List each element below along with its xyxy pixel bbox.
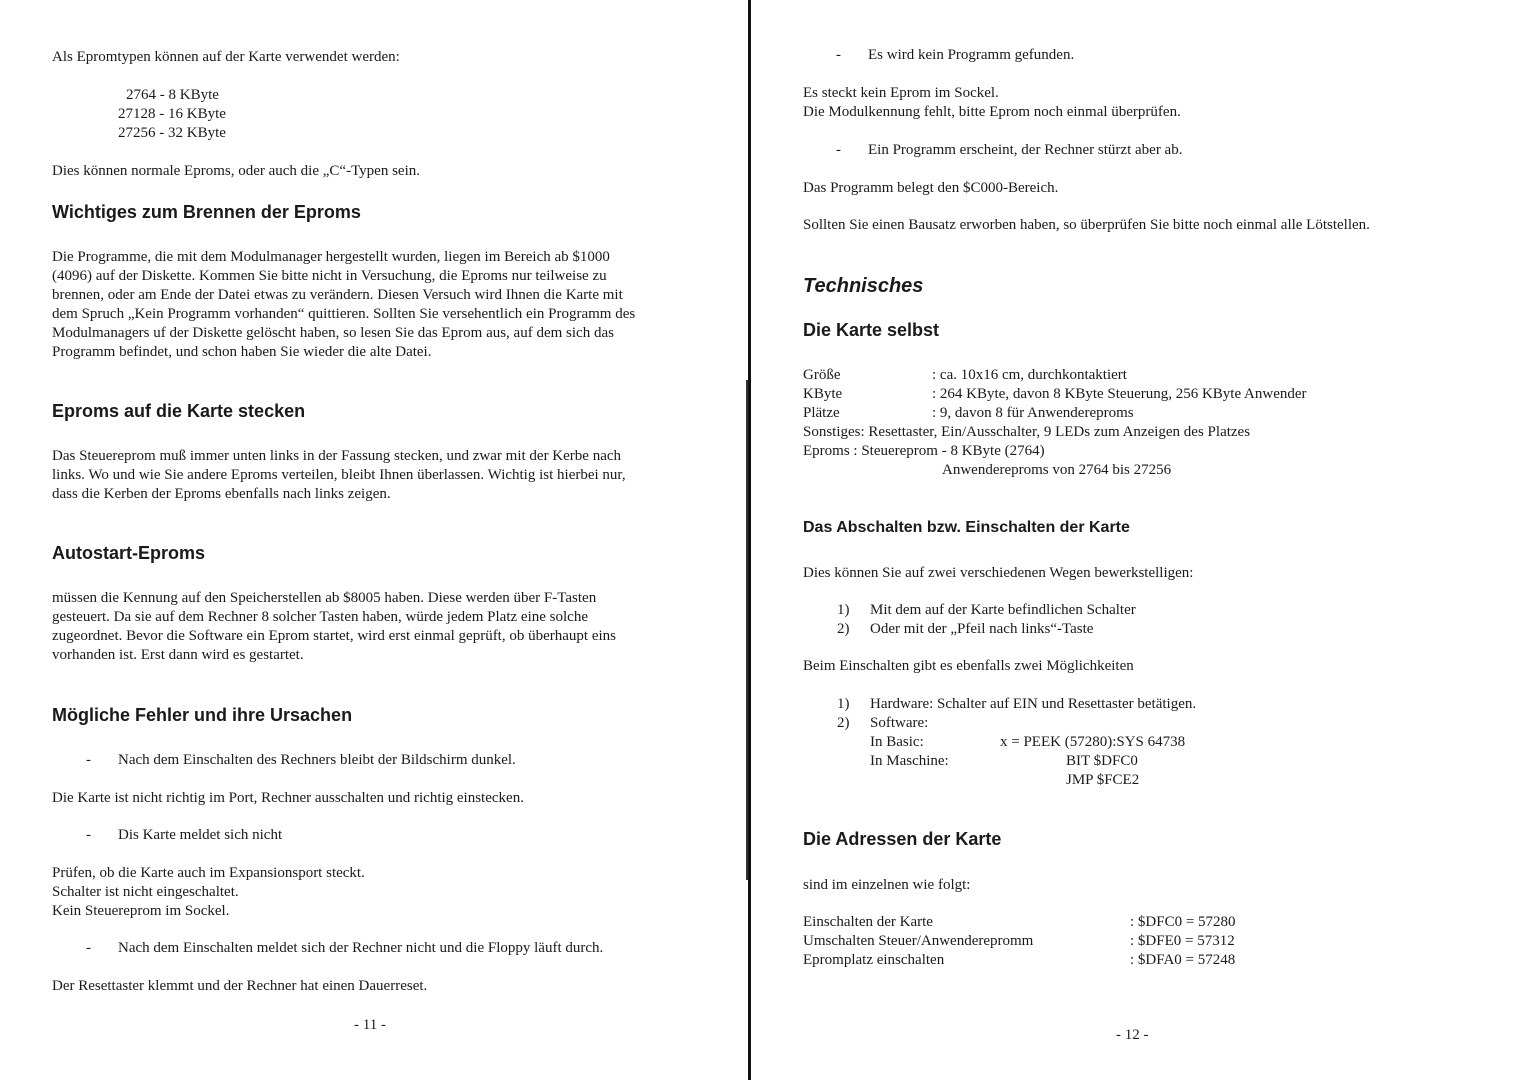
fehler-cause: Der Resettaster klemmt und der Rechner hat einen Dauerreset.: [52, 978, 428, 994]
adressen-intro: sind im einzelnen wie folgt:: [803, 877, 971, 893]
book-spine: [748, 0, 751, 1080]
address-label: Epromplatz einschalten: [803, 952, 945, 968]
spec-value: : 9, davon 8 für Anwendereproms: [932, 405, 1134, 421]
fehler-item: Es wird kein Programm gefunden.: [868, 47, 1075, 63]
eprom-type-2764: 2764 - 8 KByte: [126, 87, 219, 103]
spec-value: : ca. 10x16 cm, durchkontaktiert: [932, 367, 1127, 383]
bullet-dash: -: [86, 940, 91, 956]
page-number: - 11 -: [354, 1017, 386, 1033]
bullet-dash: -: [836, 47, 841, 63]
maschine-label: In Maschine:: [870, 753, 949, 769]
list-number: 1): [837, 602, 850, 618]
spec-line: Sonstiges: Resettaster, Ein/Ausschalter, 9 LEDs zum Anzeigen des Platzes: [803, 424, 1251, 440]
einschalten-intro: Beim Einschalten gibt es ebenfalls zwei Möglichkeiten: [803, 658, 1134, 674]
list-item: Mit dem auf der Karte befindlichen Schalter: [870, 602, 1136, 618]
heading-technisches: Technisches: [803, 275, 924, 297]
list-item: Software:: [870, 715, 929, 731]
book-spine-shadow: [746, 380, 748, 880]
para-brennen-line: (4096) auf der Diskette. Kommen Sie bitte nicht in Versuchung, die Eproms nur teilweise zu: [52, 268, 607, 284]
fehler-item: Nach dem Einschalten meldet sich der Rechner nicht und die Floppy läuft durch.: [118, 940, 604, 956]
bausatz-text: Sollten Sie einen Bausatz erworben haben, so überprüfen Sie bitte noch einmal alle Lötstellen.: [803, 217, 1370, 233]
address-label: Umschalten Steuer/Anwenderepromm: [803, 933, 1034, 949]
para-brennen-line: brennen, oder am Ende der Datei etwas zu verändern. Diesen Versuch wird Ihnen die Karte mit: [52, 287, 623, 303]
fehler-cause: Die Karte ist nicht richtig im Port, Rechner ausschalten und richtig einstecken.: [52, 790, 524, 806]
para-brennen-line: Programm befindet, und schon haben Sie wieder die alte Datei.: [52, 344, 432, 360]
basic-label: In Basic:: [870, 734, 924, 750]
para-brennen-line: Die Programme, die mit dem Modulmanager hergestellt wurden, liegen im Bereich ab $1000: [52, 249, 610, 265]
fehler-cause: Schalter ist nicht eingeschaltet.: [52, 884, 239, 900]
spec-value: : 264 KByte, davon 8 KByte Steuerung, 256 KByte Anwender: [932, 386, 1307, 402]
spec-label: KByte: [803, 386, 843, 402]
heading-karte-selbst: Die Karte selbst: [803, 320, 940, 340]
fehler-cause: Prüfen, ob die Karte auch im Expansionsport steckt.: [52, 865, 365, 881]
fehler-cause: Die Modulkennung fehlt, bitte Eprom noch einmal überprüfen.: [803, 104, 1181, 120]
para-stecken-line: dass die Kerben der Eproms ebenfalls nach links zeigen.: [52, 486, 391, 502]
list-number: 2): [837, 621, 850, 637]
para-autostart-line: zugeordnet. Bevor die Software ein Eprom startet, wird erst einmal geprüft, ob überhaupt eins: [52, 628, 616, 644]
list-item: Oder mit der „Pfeil nach links“-Taste: [870, 621, 1094, 637]
para-autostart-line: vorhanden ist. Erst dann wird es gestartet.: [52, 647, 304, 663]
fehler-cause: Es steckt kein Eprom im Sockel.: [803, 85, 999, 101]
address-value: : $DFC0 = 57280: [1130, 914, 1236, 930]
list-number: 2): [837, 715, 850, 731]
bullet-dash: -: [86, 752, 91, 768]
maschine-code: JMP $FCE2: [1066, 772, 1140, 788]
heading-abschalten: Das Abschalten bzw. Einschalten der Karte: [803, 519, 1130, 536]
wege-intro: Dies können Sie auf zwei verschiedenen Wegen bewerkstelligen:: [803, 565, 1194, 581]
maschine-code: BIT $DFC0: [1066, 753, 1138, 769]
para-brennen-line: Modulmanagers uf der Diskette gelöscht haben, so lesen Sie das Eprom aus, auf dem sich das: [52, 325, 614, 341]
eprom-type-27256: 27256 - 32 KByte: [118, 125, 226, 141]
spec-line: Eproms : Steuereprom - 8 KByte (2764): [803, 443, 1045, 459]
basic-code: x = PEEK (57280):SYS 64738: [1000, 734, 1186, 750]
para-stecken-line: Das Steuereprom muß immer unten links in der Fassung stecken, und zwar mit der Kerbe nach: [52, 448, 622, 464]
fehler-cause: Kein Steuereprom im Sockel.: [52, 903, 230, 919]
list-number: 1): [837, 696, 850, 712]
para-autostart-line: gesteuert. Da sie auf dem Rechner 8 solcher Tasten haben, würde jedem Platz eine solche: [52, 609, 588, 625]
spec-label: Größe: [803, 367, 841, 383]
heading-adressen: Die Adressen der Karte: [803, 829, 1002, 849]
c-types-text: Dies können normale Eproms, oder auch die „C“-Typen sein.: [52, 163, 421, 179]
left-page: [0, 0, 745, 1080]
heading-stecken: Eproms auf die Karte stecken: [52, 401, 306, 421]
list-item: Hardware: Schalter auf EIN und Resettaster betätigen.: [870, 696, 1197, 712]
bullet-dash: -: [86, 827, 91, 843]
heading-fehler: Mögliche Fehler und ihre Ursachen: [52, 705, 353, 725]
fehler-cause: Das Programm belegt den $C000-Bereich.: [803, 180, 1059, 196]
heading-brennen: Wichtiges zum Brennen der Eproms: [52, 202, 361, 222]
fehler-item: Dis Karte meldet sich nicht: [118, 827, 283, 843]
fehler-item: Ein Programm erscheint, der Rechner stürzt aber ab.: [868, 142, 1183, 158]
bullet-dash: -: [836, 142, 841, 158]
eprom-type-27128: 27128 - 16 KByte: [118, 106, 226, 122]
right-page: [752, 0, 1517, 1080]
para-stecken-line: links. Wo und wie Sie andere Eproms verteilen, bleibt Ihnen überlassen. Wichtig ist hierbei nur,: [52, 467, 626, 483]
spec-label: Plätze: [803, 405, 840, 421]
address-value: : $DFA0 = 57248: [1130, 952, 1236, 968]
heading-autostart: Autostart-Eproms: [52, 543, 206, 563]
intro-text: Als Epromtypen können auf der Karte verwendet werden:: [52, 49, 400, 65]
spec-line: Anwendereproms von 2764 bis 27256: [942, 462, 1172, 478]
page-number: - 12 -: [1116, 1027, 1149, 1043]
address-label: Einschalten der Karte: [803, 914, 933, 930]
para-brennen-line: dem Spruch „Kein Programm vorhanden“ quittieren. Sollten Sie versehentlich ein Programm des: [52, 306, 636, 322]
para-autostart-line: müssen die Kennung auf den Speicherstellen ab $8005 haben. Diese werden über F-Tasten: [52, 590, 597, 606]
address-value: : $DFE0 = 57312: [1130, 933, 1235, 949]
fehler-item: Nach dem Einschalten des Rechners bleibt der Bildschirm dunkel.: [118, 752, 516, 768]
